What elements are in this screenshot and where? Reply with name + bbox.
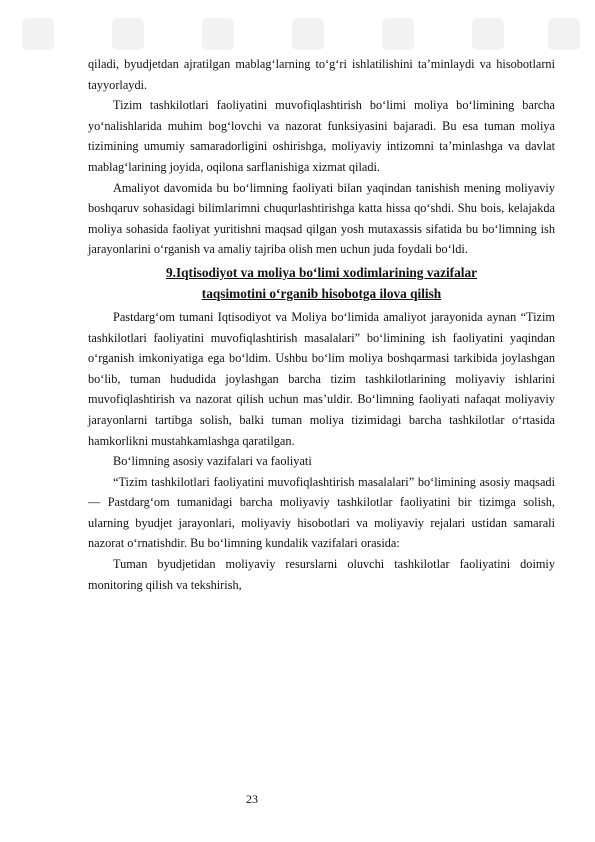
subheading-text: Bo‘limning asosiy vazifalari va faoliyati bbox=[113, 454, 312, 469]
section-heading-line-2: taqsimotini o‘rganib hisobotga ilova qilish bbox=[201, 285, 442, 301]
paragraph: Tuman byudjetidan moliyaviy resurslarni oluvchi tashkilotlar faoliyatini doimiy monitoring qilish va tekshirish, bbox=[88, 557, 555, 592]
section-heading bbox=[88, 262, 555, 304]
paragraph: “Tizim tashkilotlari faoliyatini muvofiqlashtirish masalalari” bo‘limining asosiy maqsadi — Pastdarg‘om tumanidagi barcha moliyaviy tashkilotlar faoliyatini bir tizimga solish, ularning byudjet jarayonlari, moliyaviy hisobotlari va moliyaviy rejalari ustidan samarali nazorat o‘rnatishdir. Bu bo‘limning kundalik vazifalari orasida: bbox=[88, 474, 555, 551]
section-heading-line-1: 9.Iqtisodiyot va moliya bo‘limi xodimlarining vazifalar bbox=[165, 264, 477, 280]
paragraph: Pastdarg‘om tumani Iqtisodiyot va Moliya bo‘limida amaliyot jarayonida aynan “Tizim tashkilotlari faoliyatini muvofiqlashtirish masalalari” bo‘limining ish faoliyatini yaqindan o‘rganish imkoniyatiga ega bo‘ldim. Ushbu bo‘lim moliya boshqarmasi tarkibida joylashgan bo‘lib, tuman hududida joylashgan barcha tizim tashkilotlarining moliyaviy ishlarini muvofiqlashtirish va nazorat qilish uchun mas’uldir. Bo‘limning faoliyati nafaqat moliyaviy jarayonlarni tartibga solish, balki tuman moliya tizimidagi barcha tashkilotlar o‘rtasida hamkorlikni mustahkamlashga qaratilgan. bbox=[88, 309, 555, 448]
paragraph: Amaliyot davomida bu bo‘limning faoliyati bilan yaqindan tanishish mening moliyaviy boshqaruv sohasidagi bilimlarimni chuqurlashtirishga katta hissa qo‘shdi. Shu bois, kelajakda moliya sohasida faoliyat yuritishni maqsad qilgan yosh mutaxassis sifatida bu bo‘limning ish jarayonlarini o‘rganish va amaliy tajriba olish men uchun juda foydali bo‘ldi. bbox=[88, 180, 555, 257]
page-number: 23 bbox=[246, 792, 258, 806]
paragraph: Tizim tashkilotlari faoliyatini muvofiqlashtirish bo‘limi moliya bo‘limining barcha yo‘nalishlarida muhim bog‘lovchi va nazorat funksiyasini bajaradi. Bu esa tuman moliya tizimining umumiy samaradorligini oshirishga, moliyaviy intizomni ta’minlashga va davlat mablag‘larining joyida, oqilona sarflanishiga xizmat qiladi. bbox=[88, 98, 555, 174]
paragraph: qiladi, byudjetdan ajratilgan mablag‘larning to‘g‘ri ishlatilishini ta’minlaydi va hisobotlarni tayyorlaydi. bbox=[88, 57, 555, 92]
document-body bbox=[88, 54, 555, 595]
